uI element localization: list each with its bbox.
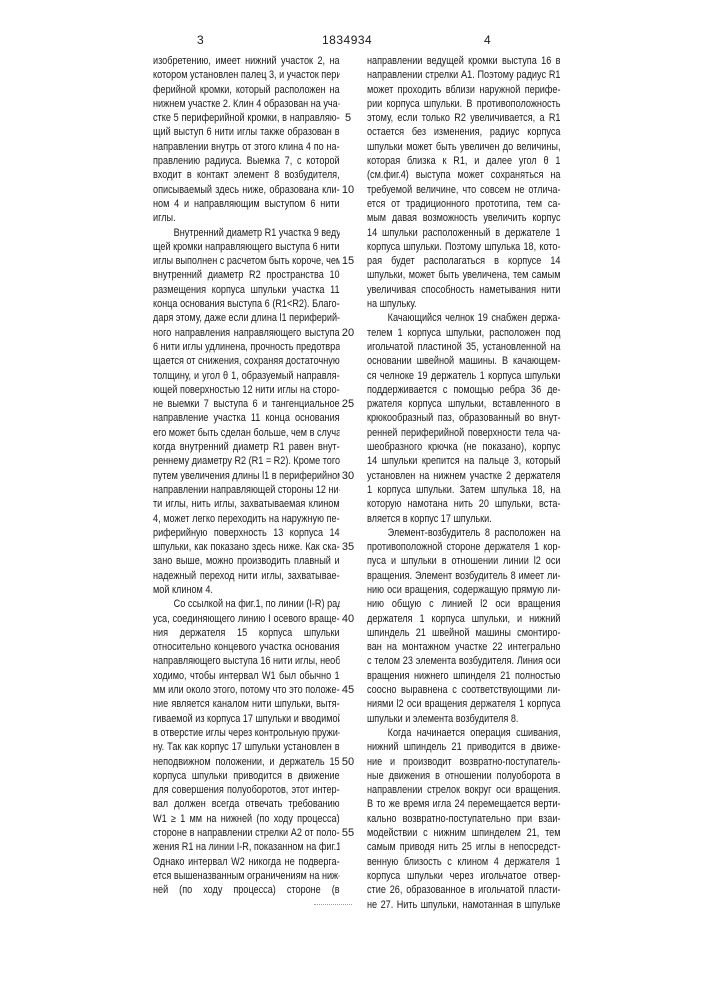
text-line: ется вышеназванным ограничениям на ниж- [153, 869, 340, 883]
text-line: размещения корпуса шпульки участка 11 [153, 283, 340, 297]
text-line: вляется в корпус 17 шпульки. [367, 512, 561, 526]
text-line: Качающийся челнок 19 снабжен держа- [367, 311, 561, 325]
text-line: иглы выполнен с расчетом быть короче, чем [153, 254, 340, 268]
text-line: ния держателя 15 корпуса шпульки [153, 626, 340, 640]
text-line: шпульки, может быть увеличена, тем самым [367, 268, 561, 282]
text-line: может проходить вблизи наружной перифе- [367, 83, 561, 97]
text-line: зано выше, можно производить плавный и [153, 554, 340, 568]
text-line: правлению радиуса. Выемка 7, с которой [153, 154, 340, 168]
right-text-column [367, 54, 561, 912]
text-line: W1 ≥ 1 мм на нижней (по ходу процесса) [153, 812, 340, 826]
text-line: игольчатой пластиной 35, установленной на [367, 340, 561, 354]
text-line: 6 нити иглы удлинена, прочность предотвра- [153, 340, 340, 354]
text-line: для совершения полуоборотов, этот интер- [153, 783, 340, 797]
text-line: шпульки, как показано здесь ниже. Как ска- [153, 540, 340, 554]
text-line: шеобразного крючка (не показано), корпус [367, 440, 561, 454]
text-line: ние и производит возвратно-поступатель- [367, 755, 561, 769]
text-line: Элемент-возбудитель 8 расположен на [367, 526, 561, 540]
line-number-mark: 15 [336, 254, 360, 268]
text-line: ном 4 и направляющим выступом 6 нити [153, 197, 340, 211]
line-number-mark: 40 [336, 612, 360, 626]
text-line: иглы. [153, 211, 340, 225]
text-line: шпульки и элемента возбудителя 8. [367, 712, 561, 726]
right-page-number: 4 [484, 33, 491, 47]
text-line: ниями l2 оси вращения держателя 1 корпуса [367, 697, 561, 711]
text-line: 1 корпуса шпульки. Затем шпулька 18, на [367, 483, 561, 497]
text-line: описываемый здесь ниже, образована кли- [153, 183, 340, 197]
line-number-mark: 20 [336, 326, 360, 340]
text-line: внутренний диаметр R2 пространства 10 [153, 268, 340, 282]
text-line: поддерживается с помощью ребра 36 де- [367, 383, 561, 397]
text-line: стие 26, образованное в игольчатой пласти- [367, 883, 561, 897]
text-line: риферийную поверхность 13 корпуса 14 [153, 526, 340, 540]
text-line: вращения. Элемент возбудитель 8 имеет ли- [367, 569, 561, 583]
text-line: ну. Так как корпус 17 шпульки установлен в [153, 740, 340, 754]
text-line: входит в контакт элемент 8 возбудителя, [153, 168, 340, 182]
line-number-mark: 35 [336, 540, 360, 554]
text-line: щей кромки направляющего выступа 6 нити [153, 240, 340, 254]
text-line: противоположной стороне держателя 1 кор- [367, 540, 561, 554]
text-line: ван на монтажном участке 22 интегрально [367, 640, 561, 654]
patent-number: 1834934 [322, 33, 372, 47]
text-line: (см.фиг.4) выступа может сохраняться на [367, 168, 561, 182]
text-line: ется от традиционного прототипа, тем са- [367, 197, 561, 211]
text-line: ржателя корпуса шпульки, вставленного в [367, 397, 561, 411]
text-line: шпульки может быть увеличен до величины, [367, 140, 561, 154]
text-line: этому, если только R2 увеличивается, а R1 [367, 111, 561, 125]
text-line: на шпульку. [367, 297, 561, 311]
text-line: когда внутренний диаметр R1 равен внут- [153, 440, 340, 454]
text-line: мой клином 4. [153, 583, 340, 597]
text-line: стке 5 периферийной кромки, в направляю- [153, 111, 340, 125]
text-line: направлении стрелки A1. Поэтому радиус R1 [367, 68, 561, 82]
text-line: Внутренний диаметр R1 участка 9 веду- [153, 226, 340, 240]
text-line: нижний шпиндель 21 приводится в движе- [367, 740, 561, 754]
text-line: корпуса шпульки приводится в движение [153, 769, 340, 783]
text-line: ферийной кромки, который расположен на [153, 83, 340, 97]
text-line: путем увеличения длины l1 в периферийном [153, 469, 340, 483]
text-line: нию общую с линией l2 оси вращения [367, 597, 561, 611]
text-line: рии корпуса шпульки. В противоположность [367, 97, 561, 111]
text-line: котором установлен палец 3, и участок пери- [153, 68, 340, 82]
text-line: ся челноке 19 держатель 1 корпуса шпульки [367, 369, 561, 383]
text-line: жения R1 на линии I-R, показанном на фиг.1. [153, 840, 340, 854]
text-line: самым приводя нить 25 иглы в непосредст- [367, 840, 561, 854]
text-line: которая близка к R1, и далее угол θ 1 [367, 154, 561, 168]
text-line: вращения нижнего шпинделя 21 полностью [367, 669, 561, 683]
text-line: требуемой величине, что совсем не отлича- [367, 183, 561, 197]
text-line: 14 шпульки крепится на пальце 3, который [367, 454, 561, 468]
text-line: нию оси вращения, содержащую прямую ли- [367, 583, 561, 597]
text-line: крюкообразный паз, образованный во внут- [367, 411, 561, 425]
text-line: ней (по ходу процесса) стороне (в [153, 883, 340, 897]
text-line: корпуса шпульки через игольчатое отвер- [367, 869, 561, 883]
text-line: вал должен всегда отвечать требованию [153, 797, 340, 811]
text-line: шпиндель 21 швейной машины смонтиро- [367, 626, 561, 640]
text-line: венную близость с клином 4 держателя 1 [367, 855, 561, 869]
text-line: мым давая возможность увеличить корпус [367, 211, 561, 225]
text-line: направление участка 11 конца основания [153, 411, 340, 425]
text-line: корпуса шпульки. Поэтому шпулька 18, кото- [367, 240, 561, 254]
text-line: направлении стрелок вокруг оси вращения. [367, 783, 561, 797]
line-number-mark: 55 [336, 826, 360, 840]
text-line: ренней периферийной поверхности тела ча- [367, 426, 561, 440]
text-line: телем 1 корпуса шпульки, расположен под [367, 326, 561, 340]
text-line: ние является каналом нити шпульки, вытя- [153, 697, 340, 711]
text-line: изобретению, имеет нижний участок 2, на [153, 54, 340, 68]
text-line: направлении направляющей стороны 12 ни- [153, 483, 340, 497]
text-line: с телом 23 элемента возбудителя. Линия оси [367, 654, 561, 668]
text-line: направлении внутрь от этого клина 4 по на- [153, 140, 340, 154]
left-text-column [153, 54, 340, 898]
text-line: В то же время игла 24 перемещается верти- [367, 797, 561, 811]
text-line: толщину, и угол θ 1, образуемый направля- [153, 369, 340, 383]
text-line: стороне в направлении стрелки A2 от поло- [153, 826, 340, 840]
text-line: ти иглы, нить иглы, захватываемая клином [153, 497, 340, 511]
text-line: не 27. Нить шпульки, намотанная в шпульке [367, 898, 561, 912]
text-line: ного направления направляющего выступа [153, 326, 340, 340]
text-line: ходимо, чтобы интервал W1 был обычно 1 [153, 669, 340, 683]
text-line: относительно концевого участка основания [153, 640, 340, 654]
text-line: гиваемой из корпуса 17 шпульки и вводимой [153, 712, 340, 726]
text-line: мм или около этого, потому что это положе- [153, 683, 340, 697]
left-page-number: 3 [197, 33, 204, 47]
text-line: соосно выравнена с соответствующими ли- [367, 683, 561, 697]
text-line: Однако интервал W2 никогда не подверга- [153, 855, 340, 869]
text-line: основании швейной машины. В качающем- [367, 354, 561, 368]
text-line: Когда начинается операция сшивания, [367, 726, 561, 740]
text-line: неподвижном положении, и держатель 15 [153, 755, 340, 769]
text-line: реннему диаметру R2 (R1 = R2). Кроме того, [153, 454, 340, 468]
text-line: 4, может легко переходить на наружную пе- [153, 512, 340, 526]
text-line: кально возвратно-поступательно при взаи- [367, 812, 561, 826]
text-line: его может быть сделан больше, чем в случае, [153, 426, 340, 440]
footer-divider [314, 904, 352, 905]
line-number-mark: 45 [336, 683, 360, 697]
text-line: Со ссылкой на фиг.1, по линии (I-R) ради- [153, 597, 340, 611]
line-number-mark: 25 [336, 397, 360, 411]
text-line: щается от снижения, сохраняя достаточную [153, 354, 340, 368]
line-number-mark: 50 [336, 755, 360, 769]
text-line: остается без изменения, радиус корпуса [367, 125, 561, 139]
line-number-mark: 5 [336, 111, 360, 125]
text-line: щий выступ 6 нити иглы также образован в [153, 125, 340, 139]
text-line: ные движения в отношении полуоборота в [367, 769, 561, 783]
text-line: надежный переход нити иглы, захватывае- [153, 569, 340, 583]
text-line: 14 шпульки расположенный в держателе 1 [367, 226, 561, 240]
text-line: нижнем участке 2. Клин 4 образован на уча- [153, 97, 340, 111]
text-line: увеличивая способность наметывания нити [367, 283, 561, 297]
text-line: уса, соединяющего линию I осевого враще- [153, 612, 340, 626]
text-line: даря этому, даже если длина l1 периферий- [153, 311, 340, 325]
text-line: держателя 1 корпуса шпульки, и нижний [367, 612, 561, 626]
text-line: пуса и шпульки в отношении линии l2 оси [367, 554, 561, 568]
line-number-mark: 30 [336, 469, 360, 483]
text-line: которую намотана нить 20 шпульки, вста- [367, 497, 561, 511]
line-number-mark: 10 [336, 183, 360, 197]
text-line: в отверстие иглы через контрольную пружи- [153, 726, 340, 740]
text-line: направляющего выступа 16 нити иглы, необ- [153, 654, 340, 668]
text-line: конца основания выступа 6 (R1<R2). Благо- [153, 297, 340, 311]
text-line: модействии с нижним шпинделем 21, тем [367, 826, 561, 840]
text-line: рая будет располагаться в корпусе 14 [367, 254, 561, 268]
text-line: не выемки 7 выступа 6 и тангенциальное [153, 397, 340, 411]
text-line: направлении ведущей кромки выступа 16 в [367, 54, 561, 68]
text-line: ющей поверхностью 12 нити иглы на сторо- [153, 383, 340, 397]
text-line: установлен на нижнем участке 2 держателя [367, 469, 561, 483]
